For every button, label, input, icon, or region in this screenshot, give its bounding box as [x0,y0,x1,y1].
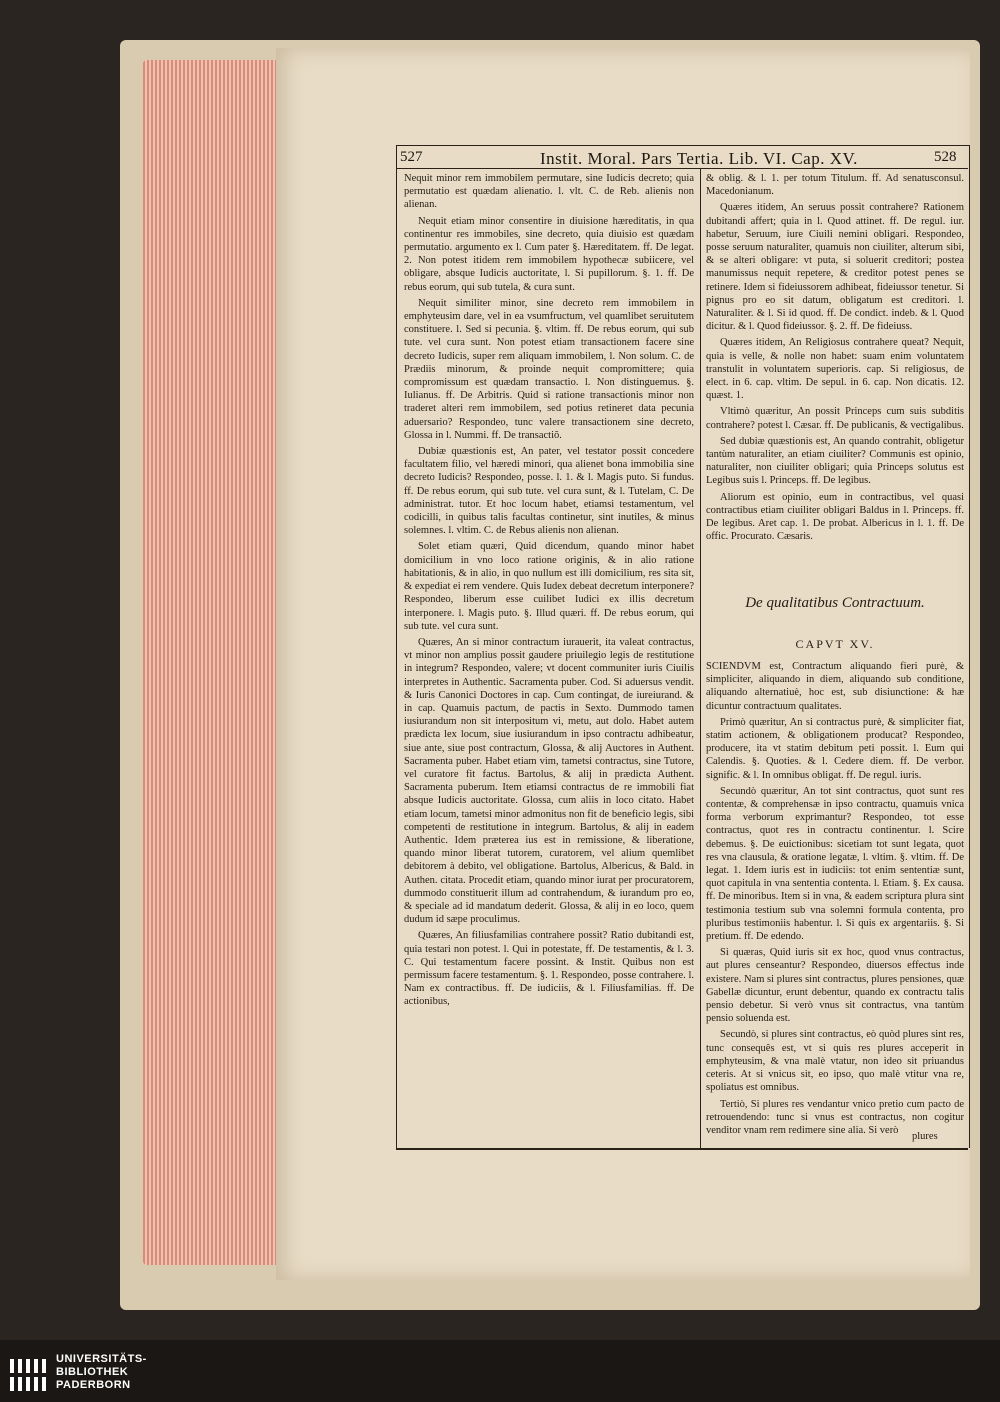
footer-logo-line2: BIBLIOTHEK [56,1366,129,1378]
footer-logo-line3: PADERBORN [56,1379,131,1391]
paragraph: SCIENDVM est, Contractum aliquando fieri purè, & simpliciter, aliquando in diem, aliquando sub conditione, aliquando alternatiuè, hoc est, sub disiunctione: & hæ dicuntur contractuum qualitates. [706,661,964,712]
column-rule [700,168,701,1148]
paragraph: Vltimò quæritur, An possit Princeps cum suis subditis contrahere? potest l. Cæsar. ff. De publicanis, & vectigalibus. [706,406,964,431]
paragraph: Tertiò, Si plures res vendantur vnico pretio cum pacto de retrouendendo: tunc si vnus est contractus, non cogitur venditor vnam rem redimere sine alia. Si verò [706,1098,964,1136]
catchword: plures [912,1131,938,1142]
paragraph: Si quæras, Quid iuris sit ex hoc, quod vnus contractus, aut plures censeantur? Respondeo, diuersos effectus inde existere. Nam si plures sint contractus, plures pensiones, quæ Gabellæ dicuntur, erunt debentur, quando ex contractu talis pensio debetur. Si verò vnus sit contractus, vna tantùm pensio soluenda est. [706,947,964,1025]
paragraph: Nequit minor rem immobilem permutare, sine Iudicis decreto; quia permutatio est quædam alienatio. l. vlt. C. de Reb. alienis non alienan. [404,173,694,211]
paragraph: Nequit similiter minor, sine decreto rem immobilem in emphyteusim dare, vel in ea vsumfructum, vel quamlibet seruitutem constituere. l. Sed si pecunia. §. vltim. ff. De rebus eorum, qui sub tute. vel cura sunt. Non potest etiam transactionem facere sine decreto Iudicis, super rem aliquam immobilem, l. Non solum. C. de Prædiis minorum, & proinde nequit compromittere; quia compromissum est quædam transactio. l. Non distinguemus. §. Iulianus. ff. De Arbitris. Quid si ratione transactionis minor non traderet alteri rem immobilem, sed potius retineret data pecunia aduersario? Respondeo, tunc valere transactionem sine decreto, Glossa in l. Nummi. ff. De transactiõ. [404,297,694,441]
left-column [404,172,694,1012]
footer-bar [0,1340,1000,1402]
paragraph: Aliorum est opinio, eum in contractibus, vel quasi contractibus etiam ciuiliter obligari Baldus in l. Princeps. ff. De legibus. Aret cap. 1. De probat. Albericus in l. 1. ff. De offic. Procurato. Cæsaris. [706,491,964,543]
paragraph: Quæres itidem, An seruus possit contrahere? Rationem dubitandi affert; quia in l. Quod attinet. ff. De regul. iur. habetur, Seruum, iure Ciuili nemini obligari. Respondeo, posse seruum naturaliter, quamuis non ciuiliter, alterum sibi, & se alteri obligare: vt puta, si soluerit creditori; postea manumissus nequit repetere, & creditor potest penes se retinere. Idem si fideiussorem adhibeat, fideiussor tenetur. Si pignus pro eo sit datum, obligatum est creditori. l. Naturaliter. & l. Si id quod. ff. De condict. indeb. & l. Quod dicitur. & l. Quod fideiussor. §. 2. ff. De fideiuss. [706,202,964,333]
page-number-right: 528 [934,149,957,165]
running-title: Instit. Moral. Pars Tertia. Lib. VI. Cap. XV. [540,149,858,168]
chapter-heading: CAPVT XV. [795,637,875,651]
paragraph: Quæres itidem, An Religiosus contrahere queat? Nequit, quia is velle, & nolle non habet: suam enim voluntatem transtulit in voluntatem superioris. cap. Si religiosus, de elect. in 6. cap. vltim. De sepul. in 6. cap. Non dicatis. 12. quæst. 1. [706,337,964,402]
paragraph: & oblig. & l. 1. per totum Titulum. ff. Ad senatusconsul. Macedonianum. [706,173,964,198]
paragraph: Secundò quæritur, An tot sint contractus, quot sunt res contentæ, & comprehensæ in ipso contractu, quamuis vnica forma verborum exprimantur? Respondeo, tot esse contractus, quot res in contractu continentur. l. Scire debemus. §. De euictionibus: sicetiam tot sunt legata, quot res vna clausula, & oratione legatæ, l. vltim. §. vltim. ff. De legat. 1. Idem iuris est in iudiciis: tot enim sententiæ sunt, quot capitula in vna sententia contenta. l. Etiam. §. Ex causa. ff. De minoribus. Item si in vna, & eadem scriptura plura sint testimonia testium sub vna solemni formula contenta, pro pluribus testimoniis habentur. l. Si quis ex argentariis. §. Si pretium. ff. De edendo. [706,785,964,943]
paragraph: Quæres, An si minor contractum iurauerit, ita valeat contractus, vt minor non amplius possit gaudere priuilegio legis de restitutione in integrum? Respondeo, valere; vt docent communiter iuris Ciuilis interpretes in Authentic. Sacramenta puber. Cod. Si aduersus vendit. & Iuris Canonici Doctores in cap. Cum contingat, de iureiurand. & in cap. Quamuis pactum, de pactis in Sexto. Dummodo tamen iusiurandum non sit interpositum vi, metu, aut dolo. Habet autem prædicta lex locum, siue iusiurandum in ipso contractu adhibeatur, siue ante, siue post contractum, Glossa, & alij Auctores in Authent. Sacramenta puber. Habet etiam vim, tametsi contractus, sine Tutore, vel curatore fit factus. Bartolus, & alij in prædicta Authent. Sacramenta puberum. Item etiamsi contractus de re immobili fiat absque Iudicis auctoritate. Glossa, cum aliis in loco citato. Habet etiam locum, tametsi minor admonitus non fit de beneficio legis, sibi competenti de restitutione in integrum. Bartolus, & alij in eadem Authentic. Idem præterea ius est in remissione, & liberatione, quando minor liberat tutorem, curatorem, vel alium quemlibet debitorem à debito, vel obligatione. Bartolus, Albericus, & Bald. in Authen. citata. Procedit etiam, quando minor iurat per procuratorem, dummodo constituerit illum ad contrahendum, & iurandum pro eo, & speciale ad id mandatum dederit. Glossa, & alij in eo loco, quem dudum id sæpe proculimus. [404,636,694,926]
paragraph: Solet etiam quæri, Quid dicendum, quando minor habet domicilium in vno loco ratione originis, & in alio ratione habitationis, & in alio, in quo nullum est illi domicilium, res sita sit, & expediat ei rem vendere. Quis Iudex debeat decretum interponere? Respondeo, liberum esse cuilibet Iudici ex illis decretum interponere. l. Magis puto. §. Illud quæri. ff. De rebus eorum, qui sub tute. vel cura sunt. [404,541,694,632]
paragraph: Secundò, si plures sint contractus, eò quòd plures sint res, tunc consequês est, vt si quis res plures acceperit in emphyteusim, & vna malè vtatur, non ideo sit priuandus ceteris. At si vnicus sit, eo ipso, quo malè vtitur vna re, spoliatus est omnibus. [706,1029,964,1094]
library-logo-icon [8,1355,48,1395]
paragraph: Quæres, An filiusfamilias contrahere possit? Ratio dubitandi est, quia testari non potest. l. Qui in potestate, ff. De testamentis, & l. 3. C. Qui testamentum facere possint. & Instit. Quibus non est permissum facere testamentum. §. 1. Respondeo, posse contrahere. l. Nam ex contractibus. ff. De iudiciis, & l. Filiusfamilias. ff. De actionibus, [404,930,694,1008]
paragraph: Nequit etiam minor consentire in diuisione hæreditatis, in qua continentur res immobiles, sine decreto, quia diuisio est quædam permutatio. argumento ex l. Cum pater §. Hæreditatem. ff. De legat. 2. Non potest itidem rem immobilem hypothecæ subiicere, vel obligare, absque Iudicis auctoritate, l. Si pupillorum. §. 1. ff. De rebus eorum, qui sub tutela, & cura sunt. [404,215,694,293]
page-edge-fore [143,60,283,1265]
frame-bottom-rule [396,1148,968,1150]
footer-logo-line1: UNIVERSITÄTS- [56,1353,147,1365]
right-column-bottom [706,660,964,1140]
paragraph: Sed dubiæ quæstionis est, An quando contrahit, obligetur tantùm naturaliter, an etiam ciuiliter? Communis est opinio, naturaliter, non ciuiliter obligari; quia Princeps solutus est Legibus suis l. Princeps. ff. De legibus. [706,435,964,487]
right-column-top [706,172,964,546]
paragraph: Dubiæ quæstionis est, An pater, vel testator possit concedere facultatem filio, vel hæredi minori, qua alienet bona immobilia sine decreto Iudicis? Respondeo, posse. l. 1. & l. Magis puto. Si fundus. ff. De rebus eorum, qui sub tute. vel cura sunt, & l. Tutelam, C. De administrat. tutor. Et hoc locum habet, etiamsi testamentum, vel codicilli, in quibus talis facultas continetur, sint inutiles, & minus solemnes. l. vltim. C. de Rebus alienis non alienan. [404,446,694,537]
page-number-left: 527 [400,149,423,165]
paragraph: Primò quæritur, An si contractus purè, & simpliciter fiat, statim actionem, & obligationem producat? Respondeo, producere, ita vt statim debitum peti possit. l. Eum qui Calendis. §. Quoties. & l. Cedere diem. ff. De verbor. signific. & l. In omnibus obligat. ff. De regul. iuris. [706,716,964,781]
section-title: De qualitatibus Contractuum. [745,595,925,611]
